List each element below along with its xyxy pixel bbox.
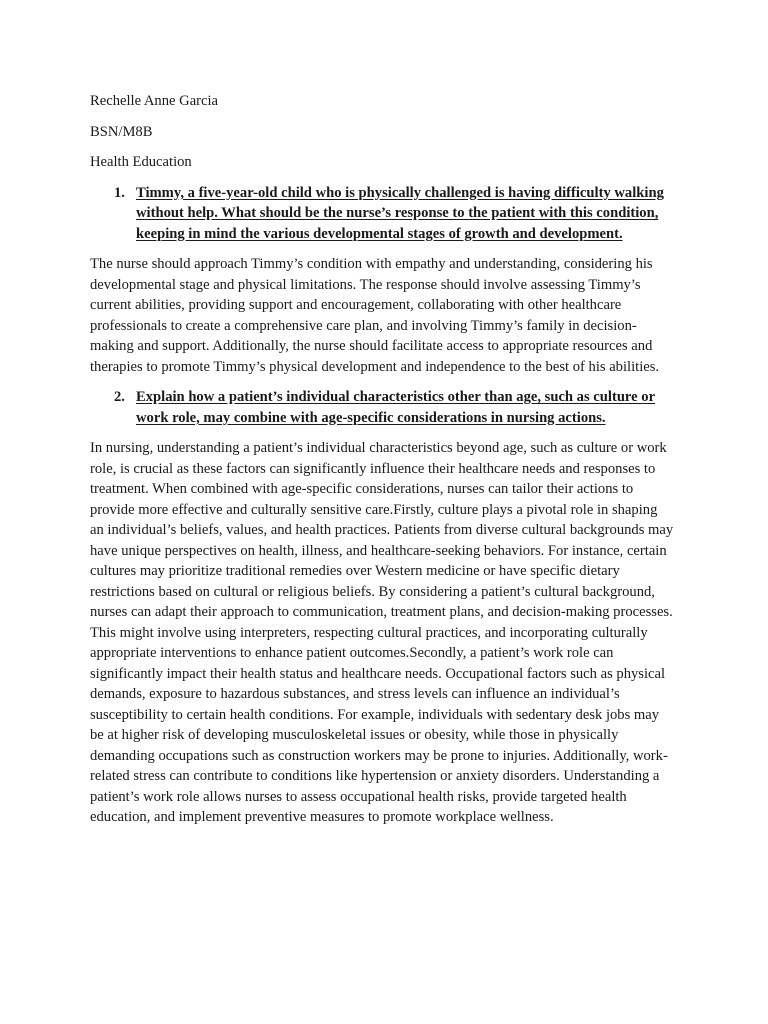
question-text: Explain how a patient’s individual characteristics other than age, such as culture or work role, may combine with age-specific considerations in nursing actions. [136, 389, 656, 426]
question-number: 2. [114, 389, 125, 405]
section-code: BSN/M8B [90, 123, 153, 140]
question-1 [90, 183, 690, 245]
answer-1: The nurse should approach Timmy’s condition with empathy and understanding, considering his developmental stage and physical limitations. The response should involve assessing Timmy’s current abilities, providing support and encouragement, collaborating with other healthcare professionals to create a comprehensive care plan, and involving Timmy’s family in decision-making and support. Additionally, the nurse should facilitate access to appropriate resources and therapies to promote Timmy’s physical development and independence to the best of his abilities. [90, 256, 660, 375]
question-number: 1. [114, 184, 125, 201]
document-page [90, 91, 690, 838]
question-2 [90, 387, 690, 428]
answer-2: In nursing, understanding a patient’s individual characteristics beyond age, such as culture or work role, is crucial as these factors can significantly influence their healthcare needs and responses to treatment. When combined with age-specific considerations, nurses can tailor their actions to provide more effective and culturally sensitive care.Firstly, culture plays a pivotal role in shaping an individual’s beliefs, values, and health practices. Patients from diverse cultural backgrounds may have unique perspectives on health, illness, and healthcare-seeking behaviors. For instance, certain cultures may prioritize traditional remedies over Western medicine or have specific dietary restrictions based on cultural or religious beliefs. By considering a patient’s cultural background, nurses can adapt their approach to communication, treatment plans, and decision-making processes. This might involve using interpreters, respecting cultural practices, and incorporating culturally appropriate interventions to enhance patient outcomes.Secondly, a patient’s work role can significantly impact their health status and healthcare needs. Occupational factors such as physical demands, exposure to hazardous substances, and stress levels can influence an individual’s susceptibility to certain health conditions. For example, individuals with sedentary desk jobs may be at higher risk of developing musculoskeletal issues or obesity, while those in physically demanding occupations such as construction workers may be prone to injuries. Additionally, work-related stress can contribute to conditions like hypertension or anxiety disorders. Understanding a patient’s work role allows nurses to assess occupational health risks, provide targeted health education, and implement preventive measures to promote workplace wellness. [90, 440, 674, 825]
subject-title: Health Education [90, 154, 192, 170]
question-text: Timmy, a five-year-old child who is physically challenged is having difficulty walking without help. What should be the nurse’s response to the patient with this condition, keeping in mind the various developmental stages of growth and development. [136, 184, 664, 242]
author-name: Rechelle Anne Garcia [90, 93, 219, 109]
